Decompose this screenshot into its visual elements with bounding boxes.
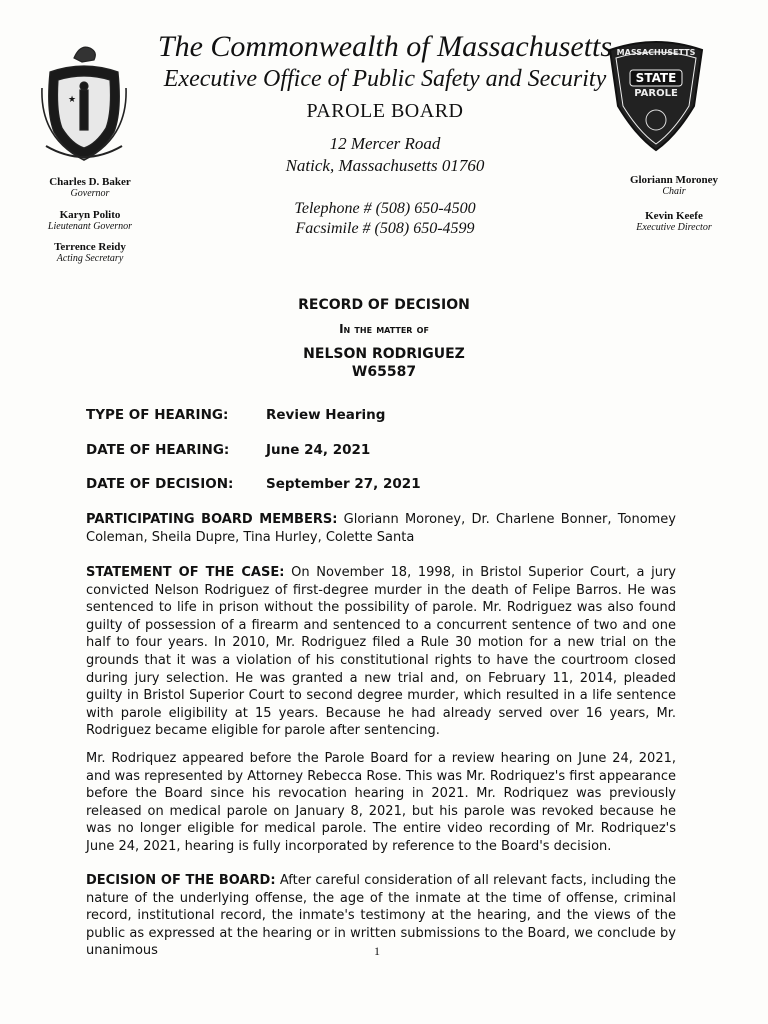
official-chair	[600, 174, 748, 198]
svg-text:★: ★	[68, 95, 77, 105]
official-name: Charles D. Baker	[49, 176, 131, 188]
participants-label: PARTICIPATING BOARD MEMBERS:	[86, 512, 338, 527]
badge-line3: PAROLE	[634, 88, 678, 99]
address-line1: 12 Mercer Road	[329, 134, 441, 153]
type-of-hearing-value: Review Hearing	[266, 407, 386, 423]
commonwealth-title: The Commonwealth of Massachusetts	[157, 30, 613, 63]
facsimile: Facsimile # (508) 650-4599	[295, 220, 475, 237]
date-of-hearing-value: June 24, 2021	[266, 442, 371, 458]
date-of-hearing-label: DATE OF HEARING:	[86, 442, 230, 458]
appearance-paragraph	[86, 750, 676, 856]
board-name: PAROLE BOARD	[306, 100, 464, 122]
decision-of-board	[86, 872, 676, 960]
official-name: Kevin Keefe	[645, 210, 703, 222]
official-title: Acting Secretary	[56, 253, 124, 264]
official-governor	[20, 176, 160, 200]
decision-text: After careful consideration of all relevant facts, including the nature of the underlying offense, the age of the inmate at the time of offense, criminal record, institutional record, the inmate's testimony at the hearing, and the views of the public as expressed at the hearing or in written submissions to the Board, we conclude by unanimous	[86, 873, 676, 959]
official-title: Governor	[70, 188, 110, 199]
official-name: Terrence Reidy	[54, 241, 126, 253]
office-title: Executive Office of Public Safety and Security	[163, 66, 607, 92]
statement-text: On November 18, 1998, in Bristol Superior Court, a jury convicted Nelson Rodriguez of first-degree murder in the death of Felipe Barros. He was sentenced to life in prison without the possibility of parole. Mr. Rodriguez was also found guilty of possession of a firearm and sentenced to a concurrent sentence of two and one half to four years. In 2010, Mr. Rodriguez filed a Rule 30 motion for a new trial on the grounds that it was a violation of his constitutional rights to have the courtroom closed during jury selection. He was granted a new trial and, on February 11, 2014, pleaded guilty in Bristol Superior Court to second degree murder, which resulted in a life sentence with parole eligibility at 15 years. Because he had already served over 16 years, Mr. Rodriguez became eligible for parole after sentencing.	[86, 565, 676, 739]
badge-line2: STATE	[635, 71, 677, 85]
record-subtitle: In the matter of	[339, 322, 429, 336]
telephone: Telephone # (508) 650-4500	[294, 200, 476, 217]
decision-label: DECISION OF THE BOARD:	[86, 873, 276, 888]
statement-of-case	[86, 564, 676, 740]
official-name: Karyn Polito	[59, 209, 121, 221]
date-of-decision-label: DATE OF DECISION:	[86, 476, 234, 492]
official-title: Executive Director	[636, 222, 712, 233]
official-secretary	[20, 241, 160, 265]
appearance-text: Mr. Rodriquez appeared before the Parole Board for a review hearing on June 24, 2021, and was represented by Attorney Rebecca Rose. This was Mr. Rodriquez's first appearance before the Board since his revocation hearing in 2021. Mr. Rodriquez was previously released on medical parole on January 8, 2021, but his parole was revoked because he was no longer eligible for medical parole. The entire video recording of Mr. Rodriquez's June 24, 2021, hearing is fully incorporated by reference to the Board's decision.	[86, 751, 676, 854]
badge-line1: MASSACHUSETTS	[616, 48, 696, 57]
official-lt-governor	[20, 209, 160, 233]
date-of-decision-value: September 27, 2021	[266, 476, 421, 492]
official-name: Gloriann Moroney	[629, 174, 719, 186]
inmate-name: NELSON RODRIGUEZ	[303, 346, 465, 362]
page-number: 1	[374, 944, 380, 958]
record-title: RECORD OF DECISION	[298, 297, 470, 313]
official-title: Chair	[662, 186, 686, 197]
official-title: Lieutenant Governor	[47, 221, 133, 232]
participants-text: Gloriann Moroney, Dr. Charlene Bonner, Tonomey Coleman, Sheila Dupre, Tina Hurley, Colette Santa	[86, 512, 676, 545]
participating-members	[86, 511, 676, 546]
inmate-id: W65587	[351, 364, 417, 380]
state-seal	[36, 28, 132, 168]
official-executive-director	[600, 210, 748, 234]
type-of-hearing-label: TYPE OF HEARING:	[86, 407, 229, 423]
address-line2: Natick, Massachusetts 01760	[285, 156, 485, 175]
statement-label: STATEMENT OF THE CASE:	[86, 565, 285, 580]
